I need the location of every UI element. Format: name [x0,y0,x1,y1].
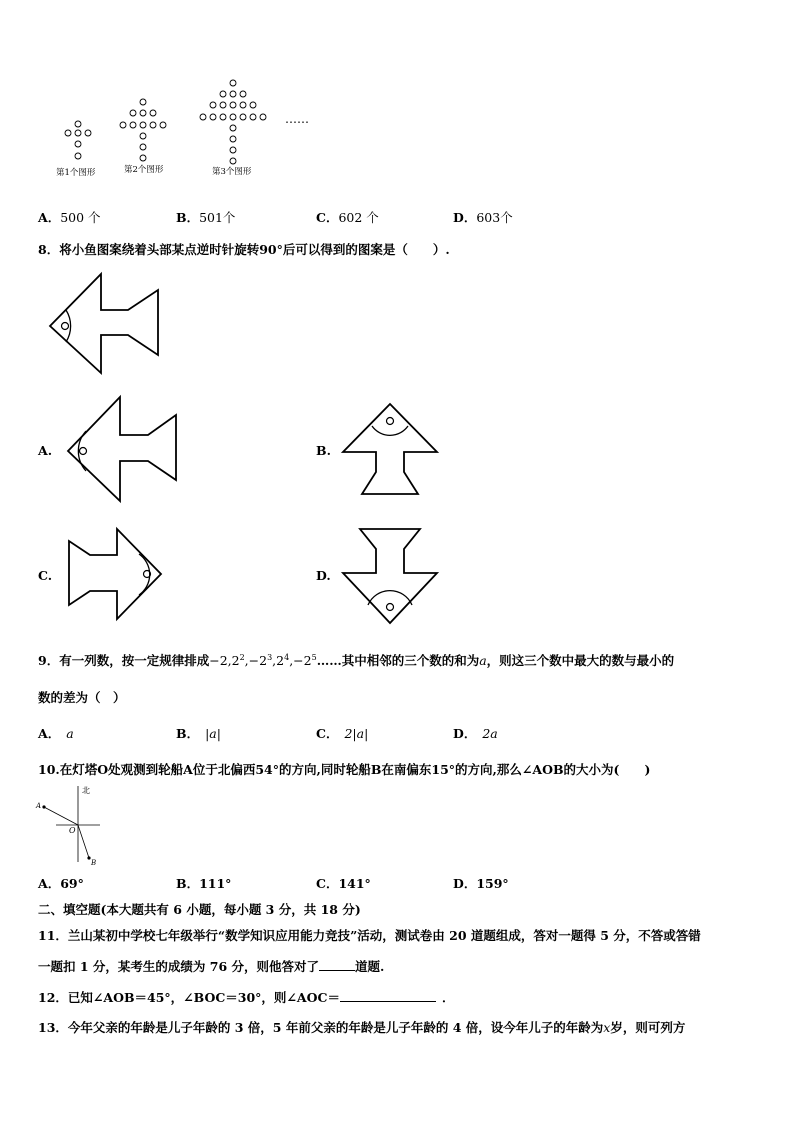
figure-caption-2: 第2个图形 [124,165,164,175]
q8-option-b-label[interactable]: B. [316,443,331,458]
q7-option-a[interactable]: A．500 个 [38,210,101,225]
pattern-ellipsis: …… [285,112,309,126]
q10-option-d[interactable]: D．159° [453,876,509,891]
compass-diagram [36,782,126,872]
point-a-label: A [36,802,42,810]
q9-option-a[interactable]: A． a [38,726,74,741]
figure-caption-3: 第3个图形 [212,167,252,177]
fish-original-figure [48,270,168,380]
point-b-label: B [91,859,97,867]
q8-question: 8．将小鱼图案绕着头部某点逆时针旋转90°后可以得到的图案是（ ）. [38,242,450,257]
q9-option-d[interactable]: D． 2a [453,726,498,741]
q8-option-a-figure[interactable] [66,395,186,505]
q8-option-d-label[interactable]: D. [316,568,331,583]
north-label: 北 [82,786,90,795]
q9-option-c[interactable]: C． 2|a| [316,726,369,741]
dot-pattern-figure-3 [188,73,278,173]
q13-question: 13．今年父亲的年龄是儿子年龄的 3 倍，5 年前父亲的年龄是儿子年龄的 4 倍，设今年儿子的年龄为x岁，则可列方 [38,1020,686,1035]
q10-question: 10.在灯塔O处观测到轮船A位于北偏西54°的方向,同时轮船B在南偏东15°的方向,那么∠AOB的大小为( ) [38,762,651,777]
q12-answer-blank[interactable] [340,1001,436,1002]
q7-option-c[interactable]: C．602 个 [316,210,379,225]
q8-option-d-figure[interactable] [340,527,450,627]
q8-option-c-figure[interactable] [65,527,175,617]
q10-option-a[interactable]: A．69° [38,876,84,891]
q10-option-b[interactable]: B．111° [176,876,232,891]
q9-question-line2: 数的差为（ ） [38,690,126,705]
q7-option-b[interactable]: B．501个 [176,210,236,225]
q11-answer-blank[interactable] [319,970,355,971]
q12-question: 12．已知∠AOB＝45°，∠BOC＝30°，则∠AOC＝ ． [38,990,455,1005]
section-heading-fill-in: 二、填空题(本大题共有 6 小题，每小题 3 分，共 18 分) [38,902,361,917]
q11-question-line2: 一题扣 1 分，某考生的成绩为 76 分，则他答对了 道题. [38,959,385,974]
point-o-label: O [69,826,76,835]
q9-option-b[interactable]: B． |a| [176,726,221,741]
q11-question-line1: 11．兰山某初中学校七年级举行“数学知识应用能力竞技”活动，测试卷由 20 道题组成，答对一题得 5 分，不答或答错 [38,928,701,943]
q9-question-line1: 9．有一列数，按一定规律排成$-2,2^2,-2^3,2^4,-2^5\dots\dots$其中相邻的三个数的和为a，则这三个数中最大的数与最小的 [38,652,675,668]
figure-caption-1: 第1个图形 [56,168,96,178]
q8-option-c-label[interactable]: C. [38,568,53,583]
q8-option-b-figure[interactable] [340,402,450,502]
dot-pattern-figure-2 [113,94,183,174]
q10-option-c[interactable]: C．141° [316,876,371,891]
q7-option-d[interactable]: D．603个 [453,210,513,225]
q8-option-a-label[interactable]: A. [38,443,53,458]
